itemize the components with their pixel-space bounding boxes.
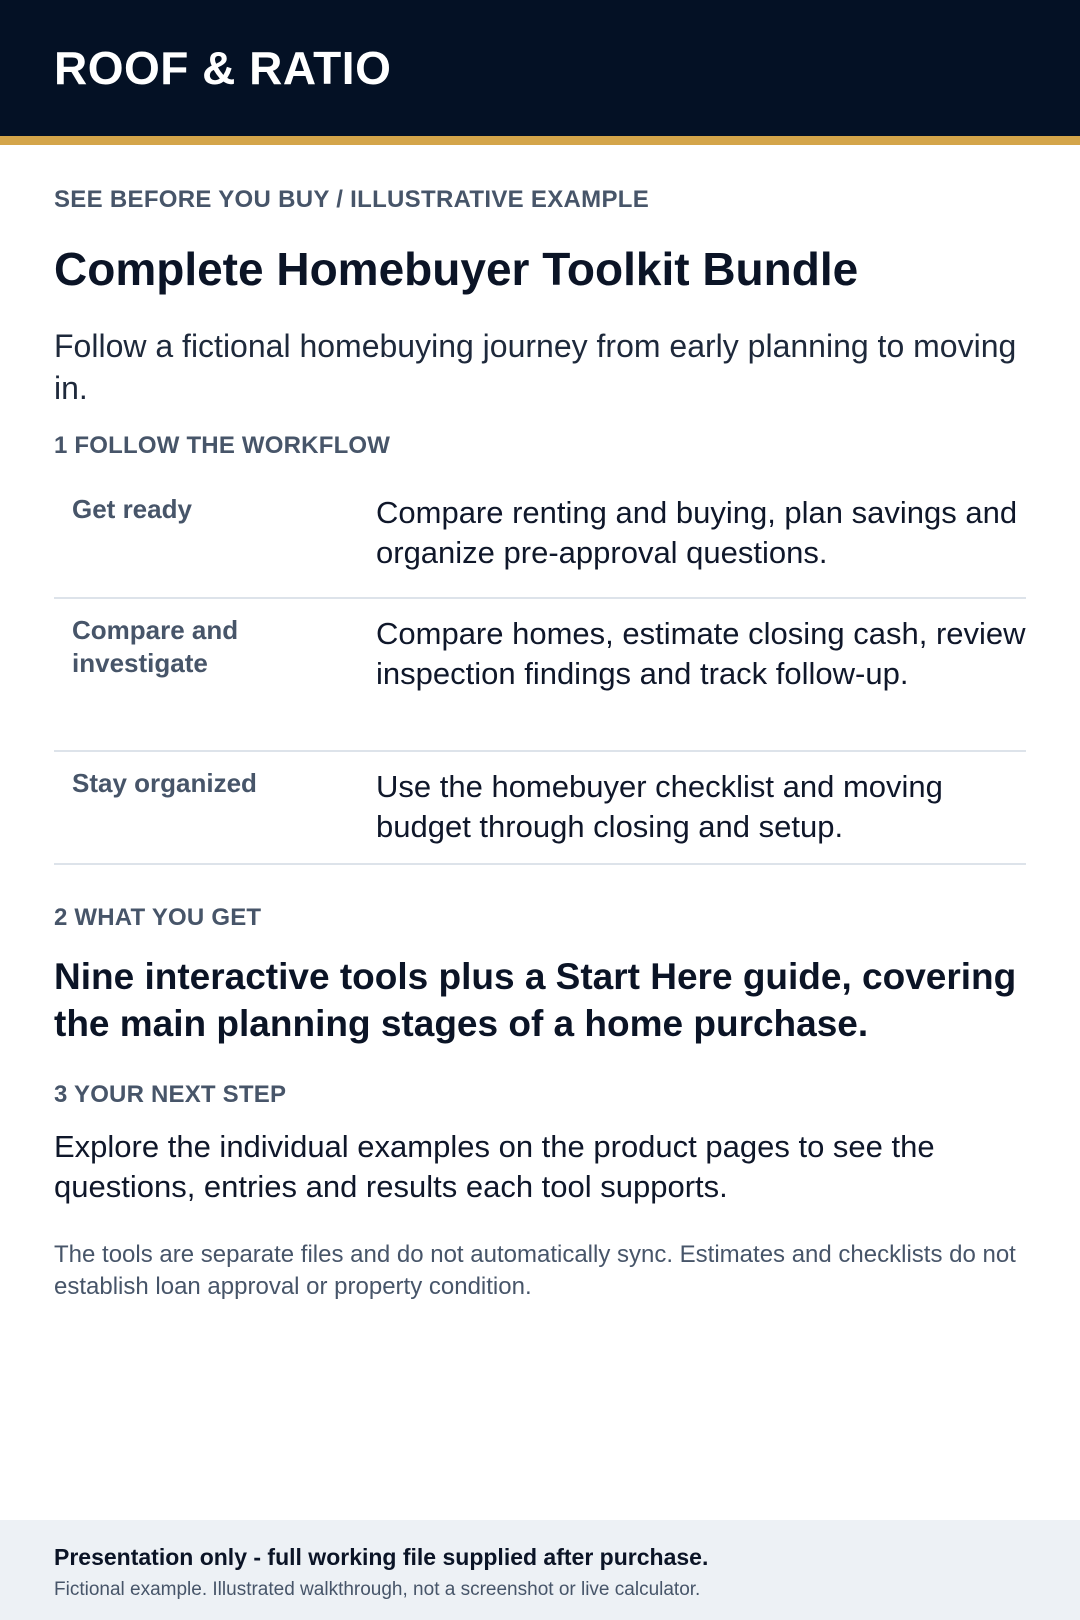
workflow-section-label: 1 FOLLOW THE WORKFLOW	[54, 432, 391, 459]
workflow-step-description: Compare renting and buying, plan savings and organize pre-approval questions.	[376, 495, 1018, 570]
footer-sub-text: Fictional example. Illustrated walkthrough, not a screenshot or live calculator.	[54, 1579, 701, 1600]
brand-logo-text: ROOF & RATIO	[54, 42, 392, 94]
workflow-row	[54, 752, 1026, 865]
workflow-step-description: Use the homebuyer checklist and moving budget through closing and setup.	[376, 769, 943, 844]
what-you-get-section-label: 2 WHAT YOU GET	[54, 904, 262, 931]
what-you-get-text: Nine interactive tools plus a Start Here guide, covering the main planning stages of a home purchase.	[54, 956, 1017, 1044]
header-bar	[0, 0, 1080, 145]
workflow-step-name: Get ready	[72, 494, 192, 524]
eyebrow-label: SEE BEFORE YOU BUY / ILLUSTRATIVE EXAMPLE	[54, 186, 650, 213]
disclaimer-note: The tools are separate files and do not automatically sync. Estimates and checklists do not establish loan approval or property condition.	[54, 1241, 1016, 1300]
workflow-step-description: Compare homes, estimate closing cash, review inspection findings and track follow-up.	[376, 616, 1026, 691]
next-step-text: Explore the individual examples on the product pages to see the questions, entries and results each tool supports.	[54, 1129, 935, 1204]
footer-main-text: Presentation only - full working file supplied after purchase.	[54, 1544, 709, 1570]
workflow-table	[54, 491, 1026, 865]
intro-text: Follow a fictional homebuying journey from early planning to moving in.	[54, 328, 1017, 406]
workflow-step-name: Compare and investigate	[72, 615, 239, 678]
next-step-section-label: 3 YOUR NEXT STEP	[54, 1081, 287, 1108]
workflow-step-name: Stay organized	[72, 768, 257, 798]
workflow-row	[54, 491, 1026, 599]
page-title: Complete Homebuyer Toolkit Bundle	[54, 243, 859, 295]
workflow-row	[54, 599, 1026, 752]
footer-bar	[0, 1520, 1080, 1620]
